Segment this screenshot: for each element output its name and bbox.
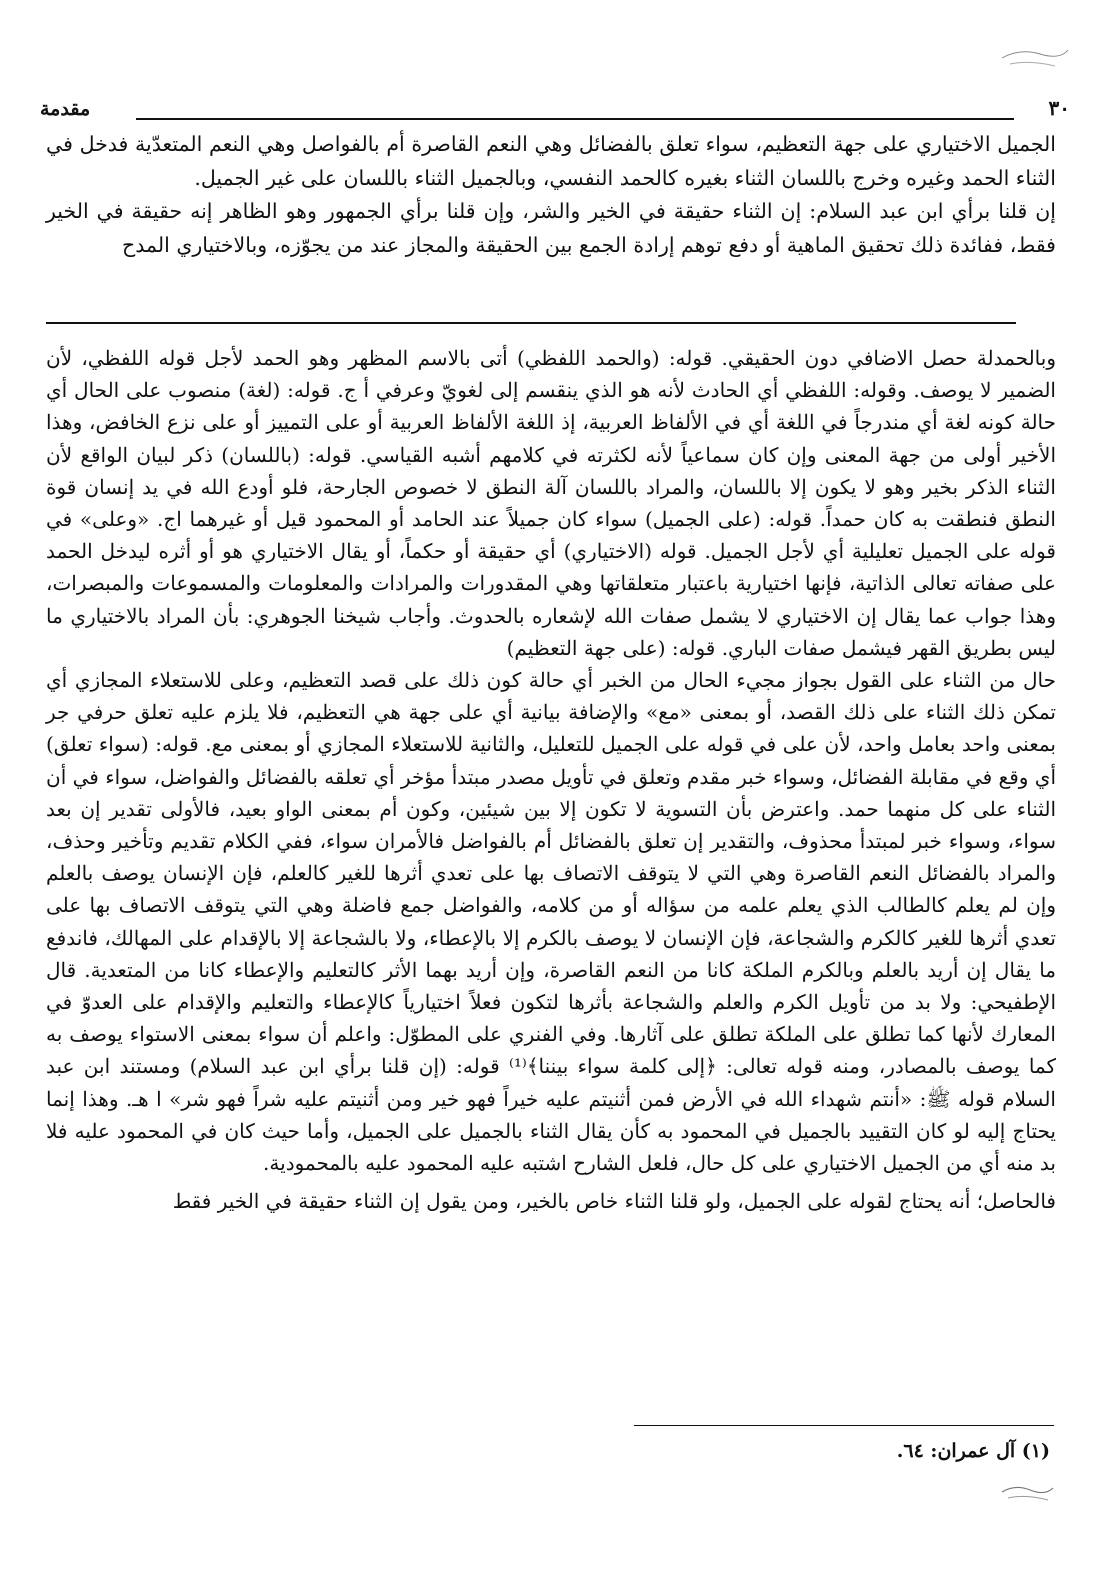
- main-text: [46, 128, 1056, 262]
- commentary-paragraph: وبالحمدلة حصل الاضافي دون الحقيقي. قوله: (والحمد اللفظي) أتى بالاسم المظهر وهو الحمد لأجل قوله اللفظي، لأن الضمير لا يوصف. وقوله: اللفظي أي الحادث لأنه هو الذي ينقسم إلى لغويّ وعرفي أ ج. قوله: (لغة) منصوب على الحال أي حالة كونه لغة أي مندرجاً في اللغة أي في الألفاظ العربية، إذ اللغة الألفاظ العربية أو على التمييز أو على نزع الخافض، وهذا الأخير أولى من جهة المعنى وإن كان سماعياً لأنه لكثرته في كلامهم أشبه القياسي. قوله: (باللسان) ذكر لبيان الواقع لأن الثناء الذكر بخير وهو لا يكون إلا باللسان، والمراد باللسان آلة النطق لا خصوص الجارحة، فلو أودع الله في يد إنسان قوة النطق فنطقت به كان حمداً. قوله: (على الجميل) سواء كان جميلاً عند الحامد أو المحمود قيل أو غيرهما اج. «وعلى» في قوله على الجميل تعليلية أي لأجل الجميل. قوله (الاختياري) أي حقيقة أو حكماً، أو يقال الاختياري هو أو أثره ليدخل الحمد على صفاته تعالى الذاتية، فإنها اختيارية باعتبار متعلقاتها وهي المقدورات والمرادات والمعلومات والمسموعات والمبصرات، وهذا جواب عما يقال إن الاختياري لا يشمل صفات الله لإشعاره بالحدوث. وأجاب شيخنا الجوهري: بأن المراد بالاختياري ما ليس بطريق القهر فيشمل صفات الباري. قوله: (على جهة التعظيم): [46, 346, 1057, 660]
- commentary-paragraph: فالحاصل؛ أنه يحتاج لقوله على الجميل، ولو قلنا الثناء خاص بالخير، ومن يقول إن الثناء حقيقة في الخير فقط: [172, 1189, 1056, 1214]
- section-title: مقدمة: [40, 98, 91, 120]
- main-paragraph: إن قلنا برأي ابن عبد السلام: إن الثناء حقيقة في الخير والشر، وإن قلنا برأي الجمهور وهو الظاهر إنه حقيقة في الخير فقط، ففائدة ذلك تحقيق الماهية أو دفع توهم إرادة الجمع بين الحقيقة والمجاز عند من يجوّزه، وبالاختياري المدح: [46, 199, 1056, 257]
- page-header: [40, 96, 1070, 132]
- main-paragraph: الجميل الاختياري على جهة التعظيم، سواء تعلق بالفضائل وهي النعم القاصرة أم بالفواصل وهي النعم المتعدّية فدخل في الثناء الحمد وغيره وخرج باللسان الثناء بغيره كالحمد النفسي، وبالجميل الثناء باللسان على غير الجميل.: [46, 132, 1056, 190]
- scan-bottom-mark: [1000, 1480, 1055, 1505]
- footnote-rule: [634, 1425, 1054, 1426]
- page-number: ٣٠: [1048, 96, 1070, 120]
- header-rule: [136, 118, 1014, 120]
- footnote: (١) آل عمران: ٦٤.: [896, 1440, 1050, 1462]
- section-divider: [46, 322, 1016, 324]
- scan-corner-mark: [1000, 40, 1070, 70]
- commentary-paragraph: حال من الثناء على القول بجواز مجيء الحال من الخبر أي حالة كون ذلك على قصد التعظيم، وعلى للاستعلاء المجازي أي تمكن ذلك الثناء على ذلك القصد، أو بمعنى «مع» والإضافة بيانية أي على جهة هي التعظيم، فلا يلزم عليه تعلق حرفي جر بمعنى واحد بعامل واحد، لأن على في قوله على الجميل للتعليل، والثانية للاستعلاء المجازي أو بمعنى مع. قوله: (سواء تعلق) أي وقع في مقابلة الفضائل، وسواء خبر مقدم وتعلق في تأويل مصدر مبتدأ مؤخر أي تعلقه بالفضائل والفواضل، سواء في أن الثناء على كل منهما حمد. واعترض بأن التسوية لا تكون إلا بين شيئين، وكون أم بمعنى الواو بعيد، فالأولى تقدير إن بعد سواء، وسواء خبر لمبتدأ محذوف، والتقدير إن تعلق بالفضائل أم بالفواضل فالأمران سواء، ففي الكلام تقديم وتأخير وحذف، والمراد بالفضائل النعم القاصرة وهي التي لا يتوقف الاتصاف بها على تعدي أثرها للغير كالعلم، فإن الإنسان يوصف بالعلم وإن لم يعلم كالطالب الذي يعلم علمه من سؤاله أو من كلامه، والفواضل جمع فاضلة وهي التي يتوقف الاتصاف بها على تعدي أثرها للغير كالكرم والشجاعة، فإن الإنسان لا يوصف بالكرم إلا بالإعطاء، ولا بالشجاعة إلا بالإقدام على المهالك، فاندفع ما يقال إن أريد بالعلم وبالكرم الملكة كانا من النعم القاصرة، وإن أريد بهما الأثر كالتعليم والإعطاء كانا من المتعدية. قال الإطفيحي: ولا بد من تأويل الكرم والعلم والشجاعة بأثرها لتكون فعلاً اختيارياً كالإعطاء والتعليم والإقدام على العدوّ في المعارك لأنها كما تطلق على الملكة تطلق على آثارها. وفي الفنري على المطوّل: واعلم أن سواء بمعنى الاستواء يوصف به كما يوصف بالمصادر، ومنه قوله تعالى: ﴿إلى كلمة سواء بيننا﴾⁽¹⁾ قوله: (إن قلنا برأي ابن عبد السلام) ومستند ابن عبد السلام قوله ﷺ: «أنتم شهداء الله في الأرض فمن أثنيتم عليه خيراً فهو خير ومن أثنيتم عليه شراً فهو شر» ا هـ. وهذا إنما يحتاج إليه لو كان التقييد بالجميل في المحمود به كأن يقال الثناء بالجميل على الجميل، وأما حيث كان في المحمود عليه فلا بد منه أي من الجميل الاختياري على كل حال، فلعل الشارح اشتبه عليه المحمود عليه بالمحمودية.: [46, 668, 1057, 1176]
- commentary-text: [46, 342, 1056, 1217]
